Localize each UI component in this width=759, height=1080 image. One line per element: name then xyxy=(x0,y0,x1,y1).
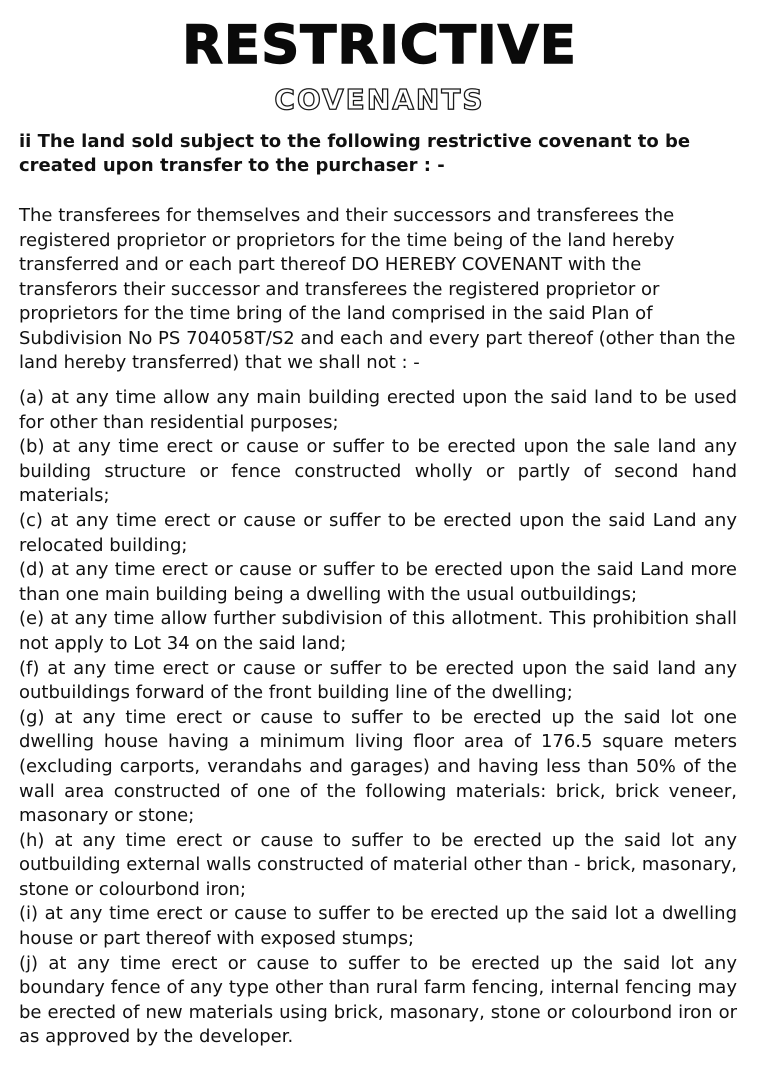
clause-h: (h) at any time erect or cause to suffer to be erected up the said lot any outbuilding external walls constructed of material other than - brick, masonary, stone or colourbond iron; xyxy=(19,829,737,900)
clause-f: (f) at any time erect or cause or suffer to be erected upon the said land any outbuildings forward of the front building line of the dwelling; xyxy=(19,657,737,704)
clause-b: (b) at any time erect or cause or suffer to be erected upon the sale land any building structure or fence constructed wholly or partly of second hand materials; xyxy=(19,436,737,507)
intro-heading: ii The land sold subject to the following restrictive covenant to be created upon transfer to the purchaser : - xyxy=(19,131,691,176)
clause-list xyxy=(19,386,737,1050)
page-subtitle: COVENANTS xyxy=(274,83,485,116)
clause-g: (g) at any time erect or cause to suffer to be erected up the said lot one dwelling house having a minimum living floor area of 176.5 square meters (excluding carports, verandahs and garages) and having less than 50% of the wall area constructed of one of the following materials: brick, brick veneer, masonary or stone; xyxy=(19,706,737,827)
page-title: RESTRICTIVE xyxy=(182,15,577,76)
clause-j: (j) at any time erect or cause to suffer to be erected up the said lot any boundary fence of any type other than rural farm fencing, internal fencing may be erected of new materials using brick, masonary, stone or colourbond iron or as approved by the developer. xyxy=(19,952,737,1048)
clause-a: (a) at any time allow any main building erected upon the said land to be used for other than residential purposes; xyxy=(19,387,737,433)
covenant-paragraph: The transferees for themselves and their successors and transferees the registered proprietor or proprietors for the time being of the land hereby transferred and or each part thereof DO HEREBY COVENANT with the transferors their successor and transferees the registered proprietor or proprietors for the time bring of the land comprised in the said Plan of Subdivision No PS 704058T/S2 and each and every part thereof (other than the land hereby transferred) that we shall not : - xyxy=(19,205,736,373)
clause-i: (i) at any time erect or cause to suffer to be erected up the said lot a dwelling house or part thereof with exposed stumps; xyxy=(19,903,737,950)
clause-c: (c) at any time erect or cause or suffer to be erected upon the said Land any relocated building; xyxy=(19,509,737,556)
clause-e: (e) at any time allow further subdivision of this allotment. This prohibition shall not apply to Lot 34 on the said land; xyxy=(19,608,737,654)
clause-d: (d) at any time erect or cause or suffer to be erected upon the said Land more than one main building being a dwelling with the usual outbuildings; xyxy=(19,559,737,605)
